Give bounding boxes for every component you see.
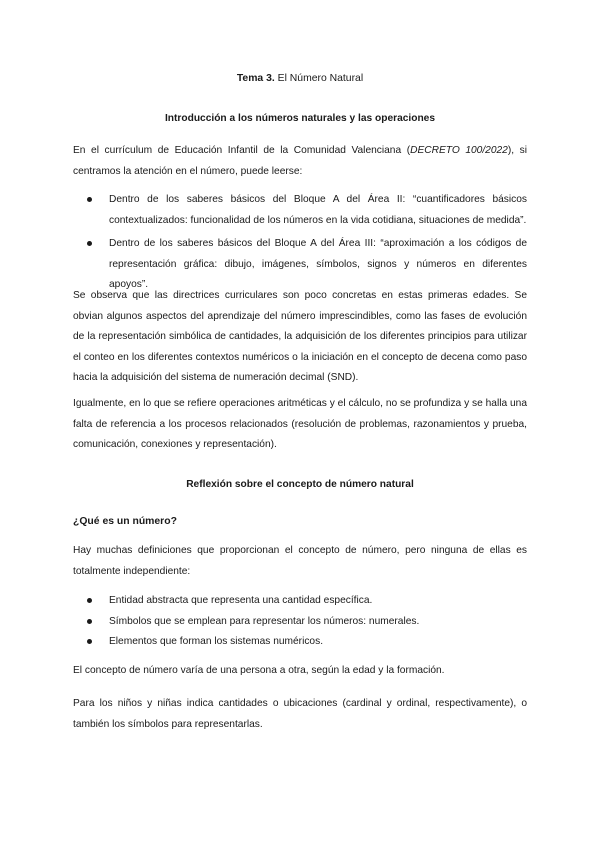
bullet-text: Símbolos que se emplean para representar los números: numerales. [109, 615, 420, 627]
list-item [87, 591, 527, 612]
intro-text-end: ), si centramos la atención en el número, puede leerse: [73, 145, 527, 177]
question-subheading: ¿Qué es un número? [73, 516, 177, 527]
list-item [87, 632, 527, 653]
intro-text-start: En el currículum de Educación Infantil de la Comunidad Valenciana ( [73, 145, 411, 156]
title-number: Tema 3. [236, 73, 275, 84]
observation-paragraph: Se observa que las directrices curriculares son poco concretas en estas primeras edades. Se obvian algunos aspectos del aprendizaje del número imprescindibles, como las fases de evolución de la representación simbólica de cantidades, la adquisición de los diferentes principios para utilizar el conteo en los diferentes contextos numéricos o la iniciación en el concepto de decena como paso hacia la adquisición del sistema de numeración decimal (SND). [73, 290, 527, 384]
bullet-icon [87, 197, 92, 202]
bullet-icon [87, 598, 92, 603]
variation-paragraph: El concepto de número varía de una persona a otra, según la edad y la formación. [73, 665, 445, 676]
bullet-icon [87, 619, 92, 624]
intro-paragraph [73, 141, 527, 182]
definitions-bullet-list [87, 591, 527, 653]
bullet-icon [87, 639, 92, 644]
arithmetic-paragraph: Igualmente, en lo que se refiere operaciones aritméticas y el cálculo, no se profundiza y se halla una falta de referencia a los procesos relacionados (resolución de problemas, razonamientos y prueba, comunicación, conexiones y representación). [73, 398, 527, 451]
list-item [87, 190, 527, 231]
list-item [87, 612, 527, 633]
bullet-icon [87, 241, 92, 246]
decree-reference: DECRETO 100/2022 [410, 145, 508, 156]
bullet-text: Elementos que forman los sistemas numéricos. [109, 636, 324, 648]
bullet-text: Dentro de los saberes básicos del Bloque A del Área II: “cuantificadores básicos contextualizados: funcionalidad de los números en la vida cotidiana, situaciones de medida”. [109, 194, 527, 226]
bullet-text: Entidad abstracta que representa una cantidad específica. [109, 595, 373, 606]
page-title [0, 73, 600, 84]
section-heading-introduccion: Introducción a los números naturales y las operaciones [164, 113, 436, 124]
children-paragraph: Para los niños y niñas indica cantidades o ubicaciones (cardinal y ordinal, respectivamente), o también los símbolos para representarlas. [73, 698, 527, 730]
curriculum-bullet-list [87, 190, 527, 296]
bullet-text: Dentro de los saberes básicos del Bloque A del Área III: “aproximación a los códigos de representación gráfica: dibujo, imágenes, símbolos, signos y números en diferentes apoyos”. [109, 238, 527, 291]
title-text: El Número Natural [274, 73, 364, 84]
section-heading-reflexion: Reflexión sobre el concepto de número natural [186, 479, 414, 490]
definitions-paragraph: Hay muchas definiciones que proporcionan el concepto de número, pero ninguna de ellas es totalmente independiente: [73, 545, 527, 577]
